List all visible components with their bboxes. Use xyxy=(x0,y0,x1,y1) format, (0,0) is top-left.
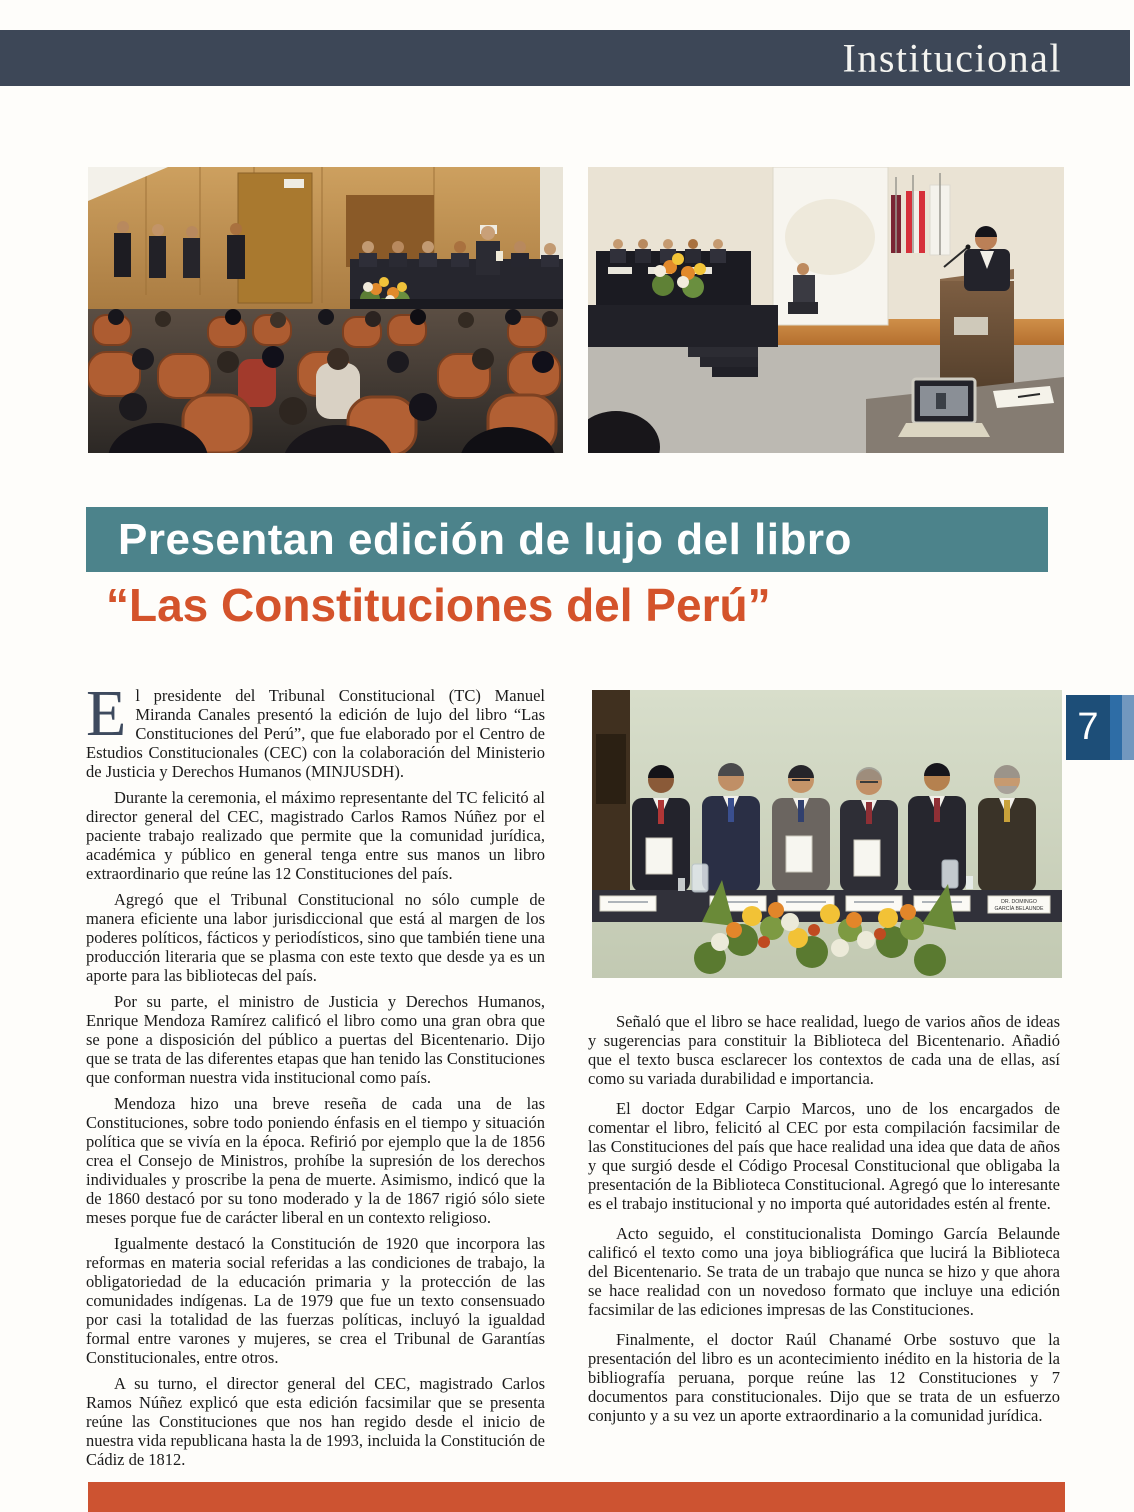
podium-sign xyxy=(954,317,988,335)
paragraph: Por su parte, el ministro de Justicia y Derechos Humanos, Enrique Mendoza Ramírez calificó el libro como una gran obra que se pone a disposición del público a puertas del Bicentenario. Dijo que se trata de las diferentes etapas que han tenido las Constituciones que conforman nuestra vida institucional como país. xyxy=(86,992,545,1087)
screen-glow xyxy=(785,199,875,275)
headline-text: Presentan edición de lujo del libro xyxy=(118,515,852,564)
article-right-column xyxy=(588,688,1060,1425)
paragraph: Acto seguido, el constitucionalista Domingo García Belaunde calificó el texto como una joya bibliográfica que lucirá la Biblioteca del Bicentenario. Se trata de un trabajo que nunca se hizo y que ahora se hace realidad con un novedoso formato que incluye una edición facsimilar de las ediciones impresas de las Constituciones. xyxy=(588,1224,1060,1319)
page-number-stripe-light xyxy=(1122,695,1134,760)
page-number-stripe-mid xyxy=(1110,695,1122,760)
paragraph: Durante la ceremonia, el máximo representante del TC felicitó al director general del CEC, magistrado Carlos Ramos Núñez por el paciente trabajo realizado que permite que la comunidad jurídica, académica y público en general tenga entre sus manos un libro extraordinario que reúne las 12 Constituciones del país. xyxy=(86,788,545,883)
photo-speaker-podium xyxy=(588,167,1064,453)
stage-platform xyxy=(588,305,778,347)
door xyxy=(238,173,312,303)
article-left-column xyxy=(86,677,545,1469)
paragraph: A su turno, el director general del CEC, magistrado Carlos Ramos Núñez explicó que esta edición facsimilar que se presenta reúne las Constituciones que nos han regido desde el inicio de nuestra vida republicana hasta la de 1993, incluida la Constitución de Cádiz de 1812. xyxy=(86,1374,545,1469)
conference-audience-illustration xyxy=(88,167,563,453)
footer-bar xyxy=(88,1482,1065,1512)
speaker-podium-illustration xyxy=(588,167,1064,453)
wall-sign xyxy=(284,179,304,188)
paragraph-lead-text: l presidente del Tribunal Constitucional (TC) Manuel Miranda Canales presentó la edición de lujo del libro “Las Constituciones del Perú”, que fue elaborado por el Centro de Estudios Constitucionales (CEC) con la colaboración del Ministerio de Justicia y Derechos Humanos (MINJUSDH). xyxy=(86,686,545,781)
placard-text-line1: DR. DOMINGO xyxy=(1001,899,1037,905)
paragraph: El doctor Edgar Carpio Marcos, uno de los encargados de comentar el libro, felicitó al CEC por esta compilación facsimilar de las Constituciones del país que hace realidad una idea que data de años y que surgió desde el Código Procesal Constitucional que obligaba la presentación de la Biblioteca Constitucional. Agregó que lo interesante es el trabajo institucional y no importa qué autoridades estén al frente. xyxy=(588,1099,1060,1213)
paragraph: Igualmente destacó la Constitución de 1920 que incorpora las reformas en materia social referidas a las condiciones de trabajo, la obligatoriedad de la educación primaria y la protección de las comunidades indígenas. La de 1979 que fue un texto consensuado por casi la totalidad de las fuerzas políticas, incluyó la igualdad formal entre varones y mujeres, se crea el Tribunal de Garantías Constitucionales, entre otros. xyxy=(86,1234,545,1367)
photo-conference-audience xyxy=(88,167,563,453)
headline-subtitle: “Las Constituciones del Perú” xyxy=(106,579,771,631)
paragraph: Mendoza hizo una breve reseña de cada una de las Constituciones, sobre todo poniendo énfasis en el tiempo y situación política que se vivía en la época. Refirió por ejemplo que la de 1856 crea el Consejo de Ministros, prohíbe la supresión de los derechos individuales y proscribe la pena de muerte. Asimismo, indicó que la de 1860 destacó por su tono moderado y la de 1867 rigió sólo siete meses porque fue de carácter liberal en un contexto religioso. xyxy=(86,1094,545,1227)
book-presentation-illustration xyxy=(592,690,1062,978)
paragraph: Señaló que el libro se hace realidad, luego de varios años de ideas y sugerencias para constituir la Biblioteca del Bicentenario. Añadió que el texto busca esclarecer los contextos de cada una de ellas, así como su variada durabilidad e importancia. xyxy=(588,1012,1060,1088)
page-number: 7 xyxy=(1077,706,1099,748)
placard-text-line2: GARCÍA BELAUNDE xyxy=(994,906,1044,912)
paragraph: Finalmente, el doctor Raúl Chanamé Orbe sostuvo que la presentación del libro es un acontecimiento inédito en la historia de la bibliografía peruana, porque reúne las 12 Constituciones y 7 documentos para constitucionales. Dijo que se trata de un esfuerzo conjunto y a su vez un aporte extraordinario a la comunidad jurídica. xyxy=(588,1330,1060,1425)
section-title: Institucional xyxy=(842,35,1062,81)
wood-shelf xyxy=(596,734,626,804)
laptop xyxy=(898,379,990,437)
page-number-box xyxy=(1066,695,1110,760)
photo-book-presentation xyxy=(592,690,1062,978)
headline-banner xyxy=(86,507,1048,572)
dropcap: E xyxy=(86,677,127,750)
paragraph-lead xyxy=(86,677,545,781)
header-bar xyxy=(0,30,1130,86)
paragraph: Agregó que el Tribunal Constitucional no sólo cumple de manera eficiente una labor jurisdiccional que está al margen de los poderes políticos, fácticos y periodísticos, sino que también tiene una producción literaria que se plasma con este texto que desde ya es un aporte para las bibliotecas del país. xyxy=(86,890,545,985)
